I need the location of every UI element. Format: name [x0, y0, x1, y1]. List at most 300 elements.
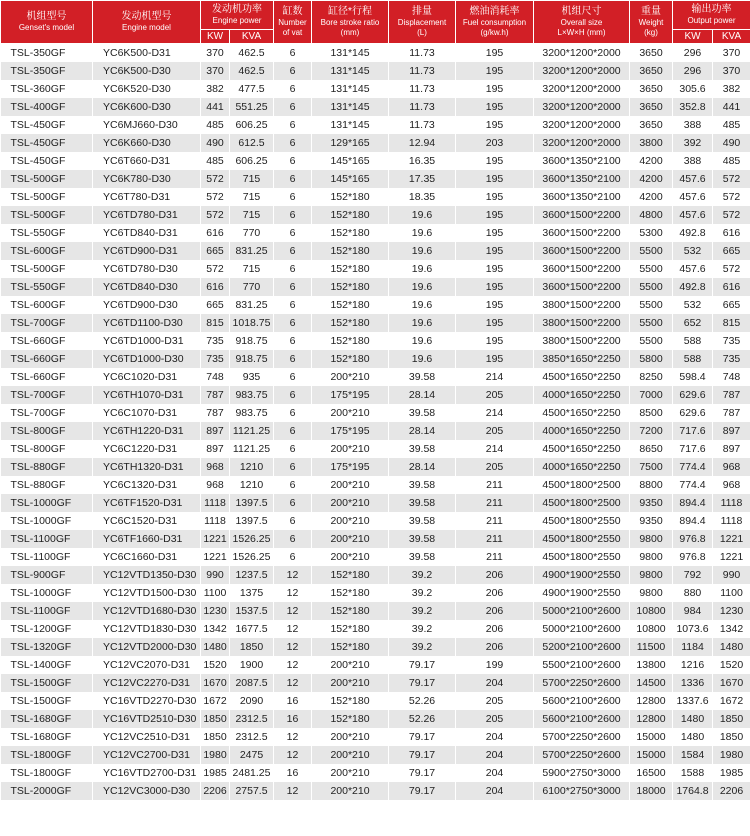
engine-model-cell: YC6MJ660-D30 [93, 116, 201, 134]
cylinders-cell: 12 [274, 584, 312, 602]
engine-kva-cell: 935 [230, 368, 274, 386]
weight-cell: 9800 [630, 566, 673, 584]
output-kva-cell: 572 [713, 260, 750, 278]
weight-cell: 4800 [630, 206, 673, 224]
fuel-consumption-cell: 205 [456, 422, 534, 440]
engine-kva-cell: 1397.5 [230, 512, 274, 530]
output-kw-cell: 1216 [673, 656, 713, 674]
engine-kva-cell: 715 [230, 206, 274, 224]
displacement-cell: 16.35 [389, 152, 456, 170]
col-header-displacement: 排量 Displacement (L) [389, 1, 456, 44]
output-kva-cell: 370 [713, 44, 750, 63]
output-kva-cell: 748 [713, 368, 750, 386]
engine-model-cell: YC16VTD2700-D31 [93, 764, 201, 782]
table-row [1, 260, 750, 278]
displacement-cell: 52.26 [389, 692, 456, 710]
engine-kva-cell: 1900 [230, 656, 274, 674]
table-row [1, 188, 750, 206]
weight-cell: 12800 [630, 692, 673, 710]
output-kw-cell: 894.4 [673, 494, 713, 512]
engine-kw-cell: 1850 [201, 728, 230, 746]
bore-stroke-cell: 145*165 [312, 170, 389, 188]
weight-cell: 8500 [630, 404, 673, 422]
genset-model-cell: TSL-2000GF [1, 782, 93, 800]
displacement-cell: 39.2 [389, 620, 456, 638]
fuel-consumption-cell: 206 [456, 602, 534, 620]
genset-model-cell: TSL-1500GF [1, 692, 93, 710]
engine-model-cell: YC6TH1320-D31 [93, 458, 201, 476]
output-kw-cell: 1336 [673, 674, 713, 692]
bore-stroke-cell: 152*180 [312, 224, 389, 242]
cylinders-cell: 6 [274, 332, 312, 350]
table-row [1, 782, 750, 800]
output-kw-cell: 976.8 [673, 530, 713, 548]
engine-model-cell: YC12VC3000-D30 [93, 782, 201, 800]
fuel-consumption-cell: 195 [456, 80, 534, 98]
cylinders-cell: 16 [274, 692, 312, 710]
output-kw-cell: 652 [673, 314, 713, 332]
fuel-consumption-cell: 206 [456, 638, 534, 656]
displacement-cell: 79.17 [389, 782, 456, 800]
fuel-consumption-cell: 205 [456, 692, 534, 710]
overall-size-cell: 3600*1350*2100 [534, 170, 630, 188]
overall-size-cell: 3600*1350*2100 [534, 152, 630, 170]
output-kva-cell: 1980 [713, 746, 750, 764]
output-kw-cell: 388 [673, 152, 713, 170]
cylinders-cell: 6 [274, 476, 312, 494]
table-row [1, 728, 750, 746]
bore-stroke-cell: 152*180 [312, 710, 389, 728]
displacement-cell: 39.58 [389, 548, 456, 566]
displacement-cell: 17.35 [389, 170, 456, 188]
weight-cell: 13800 [630, 656, 673, 674]
engine-kva-cell: 831.25 [230, 242, 274, 260]
cylinders-cell: 12 [274, 728, 312, 746]
fuel-consumption-cell: 195 [456, 98, 534, 116]
bore-stroke-cell: 131*145 [312, 116, 389, 134]
overall-size-cell: 5200*2100*2600 [534, 638, 630, 656]
overall-size-cell: 4000*1650*2250 [534, 386, 630, 404]
overall-size-cell: 3600*1500*2200 [534, 260, 630, 278]
displacement-cell: 39.58 [389, 530, 456, 548]
engine-kw-cell: 897 [201, 440, 230, 458]
engine-kva-cell: 1526.25 [230, 530, 274, 548]
table-row [1, 170, 750, 188]
engine-kw-cell: 370 [201, 62, 230, 80]
engine-model-cell: YC6K600-D30 [93, 98, 201, 116]
output-kva-cell: 1118 [713, 512, 750, 530]
fuel-consumption-cell: 195 [456, 314, 534, 332]
output-kw-cell: 532 [673, 296, 713, 314]
output-kva-cell: 968 [713, 458, 750, 476]
engine-kva-cell: 983.75 [230, 386, 274, 404]
cylinders-cell: 6 [274, 260, 312, 278]
engine-kw-cell: 1520 [201, 656, 230, 674]
bore-stroke-cell: 152*180 [312, 206, 389, 224]
output-kva-cell: 1520 [713, 656, 750, 674]
displacement-cell: 39.58 [389, 404, 456, 422]
engine-kw-cell: 1100 [201, 584, 230, 602]
engine-model-cell: YC6TD1000-D31 [93, 332, 201, 350]
fuel-consumption-cell: 204 [456, 674, 534, 692]
displacement-cell: 79.17 [389, 746, 456, 764]
fuel-consumption-cell: 195 [456, 260, 534, 278]
table-row [1, 566, 750, 584]
table-row [1, 386, 750, 404]
engine-model-cell: YC6C1220-D31 [93, 440, 201, 458]
cylinders-cell: 6 [274, 422, 312, 440]
output-kw-cell: 588 [673, 350, 713, 368]
output-kw-cell: 976.8 [673, 548, 713, 566]
cylinders-cell: 12 [274, 602, 312, 620]
engine-model-cell: YC12VTD1350-D30 [93, 566, 201, 584]
table-row [1, 656, 750, 674]
cylinders-cell: 6 [274, 548, 312, 566]
output-kw-cell: 1764.8 [673, 782, 713, 800]
output-kva-cell: 968 [713, 476, 750, 494]
engine-kva-cell: 1397.5 [230, 494, 274, 512]
fuel-consumption-cell: 214 [456, 404, 534, 422]
weight-cell: 4200 [630, 170, 673, 188]
engine-kw-cell: 2206 [201, 782, 230, 800]
genset-model-cell: TSL-660GF [1, 368, 93, 386]
engine-kva-cell: 2757.5 [230, 782, 274, 800]
output-kw-cell: 388 [673, 116, 713, 134]
engine-model-cell: YC6TD1000-D30 [93, 350, 201, 368]
genset-model-cell: TSL-1680GF [1, 710, 93, 728]
cylinders-cell: 6 [274, 188, 312, 206]
displacement-cell: 19.6 [389, 332, 456, 350]
engine-kw-cell: 572 [201, 170, 230, 188]
output-kw-cell: 717.6 [673, 422, 713, 440]
engine-kva-cell: 2312.5 [230, 710, 274, 728]
engine-kw-cell: 787 [201, 404, 230, 422]
genset-model-cell: TSL-450GF [1, 116, 93, 134]
fuel-consumption-cell: 211 [456, 512, 534, 530]
weight-cell: 7000 [630, 386, 673, 404]
genset-model-cell: TSL-500GF [1, 188, 93, 206]
genset-model-cell: TSL-600GF [1, 242, 93, 260]
fuel-consumption-cell: 204 [456, 728, 534, 746]
fuel-consumption-cell: 203 [456, 134, 534, 152]
fuel-consumption-cell: 195 [456, 44, 534, 63]
genset-model-cell: TSL-1100GF [1, 530, 93, 548]
bore-stroke-cell: 152*180 [312, 584, 389, 602]
bore-stroke-cell: 129*165 [312, 134, 389, 152]
table-body [1, 44, 750, 801]
engine-kva-cell: 1850 [230, 638, 274, 656]
engine-kva-cell: 2475 [230, 746, 274, 764]
weight-cell: 5500 [630, 278, 673, 296]
engine-kw-cell: 1230 [201, 602, 230, 620]
engine-kva-cell: 606.25 [230, 116, 274, 134]
weight-cell: 3650 [630, 44, 673, 63]
genset-model-cell: TSL-880GF [1, 476, 93, 494]
output-kw-cell: 392 [673, 134, 713, 152]
table-row [1, 494, 750, 512]
engine-kw-cell: 1221 [201, 530, 230, 548]
fuel-consumption-cell: 214 [456, 440, 534, 458]
engine-kw-cell: 1118 [201, 512, 230, 530]
engine-kw-cell: 735 [201, 332, 230, 350]
weight-cell: 9800 [630, 548, 673, 566]
displacement-cell: 11.73 [389, 44, 456, 63]
table-row [1, 224, 750, 242]
output-kva-cell: 2206 [713, 782, 750, 800]
bore-stroke-cell: 152*180 [312, 602, 389, 620]
bore-stroke-cell: 152*180 [312, 296, 389, 314]
engine-kva-cell: 1018.75 [230, 314, 274, 332]
engine-model-cell: YC12VC2700-D31 [93, 746, 201, 764]
cylinders-cell: 6 [274, 530, 312, 548]
output-kw-cell: 305.6 [673, 80, 713, 98]
engine-kva-cell: 1526.25 [230, 548, 274, 566]
cylinders-cell: 12 [274, 656, 312, 674]
overall-size-cell: 5000*2100*2600 [534, 602, 630, 620]
engine-model-cell: YC6K520-D30 [93, 80, 201, 98]
genset-model-cell: TSL-1000GF [1, 494, 93, 512]
overall-size-cell: 4500*1800*2500 [534, 476, 630, 494]
engine-kva-cell: 831.25 [230, 296, 274, 314]
bore-stroke-cell: 200*210 [312, 656, 389, 674]
weight-cell: 9800 [630, 584, 673, 602]
col-header-weight: 重量 Weight (kg) [630, 1, 673, 44]
table-row [1, 620, 750, 638]
fuel-consumption-cell: 195 [456, 332, 534, 350]
weight-cell: 8800 [630, 476, 673, 494]
col-header-overall-size: 机组尺寸 Overall size L×W×H (mm) [534, 1, 630, 44]
col-header-cylinders: 缸数 Number of vat [274, 1, 312, 44]
col-header-engine-power: 发动机功率 Engine power [201, 1, 274, 30]
engine-model-cell: YC12VC2270-D31 [93, 674, 201, 692]
engine-model-cell: YC12VTD2000-D30 [93, 638, 201, 656]
bore-stroke-cell: 152*180 [312, 260, 389, 278]
col-header-output-power: 输出功率 Output power [673, 1, 750, 30]
displacement-cell: 19.6 [389, 206, 456, 224]
bore-stroke-cell: 152*180 [312, 350, 389, 368]
engine-kva-cell: 983.75 [230, 404, 274, 422]
weight-cell: 3650 [630, 80, 673, 98]
displacement-cell: 39.58 [389, 512, 456, 530]
table-row [1, 548, 750, 566]
bore-stroke-cell: 152*180 [312, 242, 389, 260]
engine-model-cell: YC6TD840-D31 [93, 224, 201, 242]
displacement-cell: 39.2 [389, 638, 456, 656]
engine-kw-cell: 1118 [201, 494, 230, 512]
bore-stroke-cell: 131*145 [312, 80, 389, 98]
overall-size-cell: 4900*1900*2550 [534, 584, 630, 602]
engine-kw-cell: 1670 [201, 674, 230, 692]
genset-model-cell: TSL-1100GF [1, 548, 93, 566]
overall-size-cell: 3800*1500*2200 [534, 296, 630, 314]
genset-model-cell: TSL-360GF [1, 80, 93, 98]
engine-kw-cell: 382 [201, 80, 230, 98]
displacement-cell: 79.17 [389, 656, 456, 674]
weight-cell: 5800 [630, 350, 673, 368]
overall-size-cell: 3200*1200*2000 [534, 80, 630, 98]
engine-kw-cell: 787 [201, 386, 230, 404]
engine-model-cell: YC6K780-D30 [93, 170, 201, 188]
overall-size-cell: 3850*1650*2250 [534, 350, 630, 368]
output-kva-cell: 572 [713, 170, 750, 188]
output-kva-cell: 370 [713, 62, 750, 80]
overall-size-cell: 4500*1650*2250 [534, 404, 630, 422]
engine-kw-cell: 616 [201, 224, 230, 242]
output-kva-cell: 1985 [713, 764, 750, 782]
engine-kva-cell: 715 [230, 170, 274, 188]
overall-size-cell: 3600*1500*2200 [534, 224, 630, 242]
engine-kva-cell: 770 [230, 278, 274, 296]
engine-model-cell: YC6TD900-D31 [93, 242, 201, 260]
cylinders-cell: 6 [274, 404, 312, 422]
table-row [1, 476, 750, 494]
cylinders-cell: 6 [274, 62, 312, 80]
overall-size-cell: 4000*1650*2250 [534, 422, 630, 440]
output-kva-cell: 735 [713, 332, 750, 350]
bore-stroke-cell: 200*210 [312, 782, 389, 800]
genset-model-cell: TSL-700GF [1, 404, 93, 422]
cylinders-cell: 6 [274, 152, 312, 170]
weight-cell: 5500 [630, 314, 673, 332]
engine-kw-cell: 735 [201, 350, 230, 368]
output-kw-cell: 598.4 [673, 368, 713, 386]
output-kw-cell: 457.6 [673, 206, 713, 224]
table-row [1, 692, 750, 710]
overall-size-cell: 5000*2100*2600 [534, 620, 630, 638]
overall-size-cell: 4500*1800*2500 [534, 494, 630, 512]
engine-kw-cell: 897 [201, 422, 230, 440]
output-kw-cell: 629.6 [673, 404, 713, 422]
genset-model-cell: TSL-900GF [1, 566, 93, 584]
engine-kw-cell: 490 [201, 134, 230, 152]
bore-stroke-cell: 200*210 [312, 476, 389, 494]
genset-model-cell: TSL-450GF [1, 134, 93, 152]
engine-kva-cell: 1375 [230, 584, 274, 602]
displacement-cell: 19.6 [389, 242, 456, 260]
overall-size-cell: 4500*1800*2550 [534, 548, 630, 566]
engine-kva-cell: 2312.5 [230, 728, 274, 746]
engine-model-cell: YC6TH1070-D31 [93, 386, 201, 404]
weight-cell: 10800 [630, 602, 673, 620]
table-row [1, 242, 750, 260]
genset-model-cell: TSL-800GF [1, 440, 93, 458]
bore-stroke-cell: 131*145 [312, 98, 389, 116]
weight-cell: 18000 [630, 782, 673, 800]
fuel-consumption-cell: 206 [456, 566, 534, 584]
cylinders-cell: 6 [274, 206, 312, 224]
weight-cell: 11500 [630, 638, 673, 656]
bore-stroke-cell: 175*195 [312, 458, 389, 476]
output-kw-cell: 296 [673, 44, 713, 63]
genset-model-cell: TSL-660GF [1, 350, 93, 368]
overall-size-cell: 4500*1800*2550 [534, 530, 630, 548]
engine-model-cell: YC12VC2510-D31 [93, 728, 201, 746]
overall-size-cell: 5700*2250*2600 [534, 728, 630, 746]
col-header-engine-kw: KW [201, 30, 230, 44]
output-kw-cell: 457.6 [673, 188, 713, 206]
weight-cell: 15000 [630, 746, 673, 764]
genset-model-cell: TSL-550GF [1, 224, 93, 242]
output-kva-cell: 1670 [713, 674, 750, 692]
bore-stroke-cell: 152*180 [312, 638, 389, 656]
fuel-consumption-cell: 195 [456, 350, 534, 368]
displacement-cell: 19.6 [389, 278, 456, 296]
fuel-consumption-cell: 195 [456, 206, 534, 224]
overall-size-cell: 4000*1650*2250 [534, 458, 630, 476]
weight-cell: 12800 [630, 710, 673, 728]
engine-model-cell: YC6TF1660-D31 [93, 530, 201, 548]
genset-model-cell: TSL-350GF [1, 62, 93, 80]
displacement-cell: 19.6 [389, 260, 456, 278]
engine-model-cell: YC6C1020-D31 [93, 368, 201, 386]
displacement-cell: 28.14 [389, 422, 456, 440]
col-header-output-kw: KW [673, 30, 713, 44]
genset-model-cell: TSL-1400GF [1, 656, 93, 674]
header-row [1, 1, 750, 30]
engine-kva-cell: 1537.5 [230, 602, 274, 620]
genset-model-cell: TSL-660GF [1, 332, 93, 350]
bore-stroke-cell: 200*210 [312, 440, 389, 458]
cylinders-cell: 6 [274, 368, 312, 386]
output-kva-cell: 665 [713, 296, 750, 314]
cylinders-cell: 6 [274, 116, 312, 134]
engine-kva-cell: 477.5 [230, 80, 274, 98]
fuel-consumption-cell: 195 [456, 170, 534, 188]
genset-model-cell: TSL-700GF [1, 314, 93, 332]
engine-model-cell: YC6C1520-D31 [93, 512, 201, 530]
bore-stroke-cell: 152*180 [312, 332, 389, 350]
output-kva-cell: 1230 [713, 602, 750, 620]
engine-model-cell: YC6T660-D31 [93, 152, 201, 170]
cylinders-cell: 6 [274, 494, 312, 512]
overall-size-cell: 3200*1200*2000 [534, 44, 630, 63]
overall-size-cell: 3200*1200*2000 [534, 62, 630, 80]
engine-model-cell: YC6K500-D31 [93, 44, 201, 63]
engine-kw-cell: 572 [201, 188, 230, 206]
table-row [1, 764, 750, 782]
weight-cell: 5500 [630, 296, 673, 314]
table-row [1, 116, 750, 134]
genset-model-cell: TSL-500GF [1, 206, 93, 224]
table-row [1, 674, 750, 692]
output-kva-cell: 787 [713, 386, 750, 404]
output-kva-cell: 616 [713, 278, 750, 296]
bore-stroke-cell: 131*145 [312, 44, 389, 63]
output-kva-cell: 382 [713, 80, 750, 98]
weight-cell: 14500 [630, 674, 673, 692]
engine-model-cell: YC16VTD2270-D30 [93, 692, 201, 710]
cylinders-cell: 12 [274, 566, 312, 584]
output-kw-cell: 492.8 [673, 224, 713, 242]
cylinders-cell: 12 [274, 674, 312, 692]
weight-cell: 10800 [630, 620, 673, 638]
overall-size-cell: 4500*1800*2550 [534, 512, 630, 530]
overall-size-cell: 3800*1500*2200 [534, 332, 630, 350]
genset-model-cell: TSL-1000GF [1, 512, 93, 530]
engine-kw-cell: 1850 [201, 710, 230, 728]
col-header-engine-kva: KVA [230, 30, 274, 44]
bore-stroke-cell: 152*180 [312, 314, 389, 332]
engine-kva-cell: 715 [230, 260, 274, 278]
engine-kw-cell: 485 [201, 116, 230, 134]
output-kw-cell: 792 [673, 566, 713, 584]
engine-kva-cell: 715 [230, 188, 274, 206]
table-row [1, 602, 750, 620]
engine-kw-cell: 815 [201, 314, 230, 332]
output-kw-cell: 774.4 [673, 458, 713, 476]
table-row [1, 404, 750, 422]
output-kw-cell: 894.4 [673, 512, 713, 530]
